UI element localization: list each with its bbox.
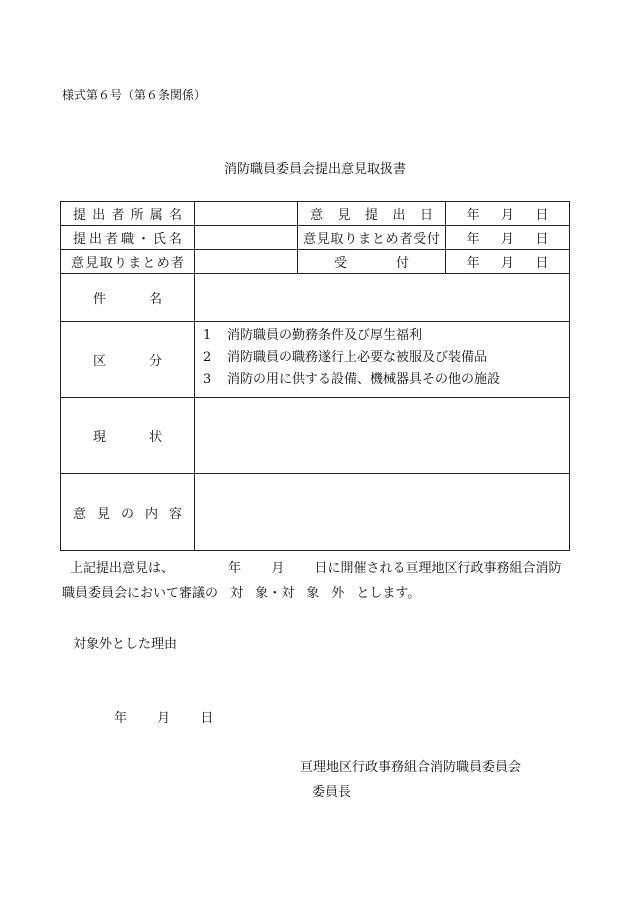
label-char: 意: [303, 232, 317, 247]
option-char: 対: [281, 586, 295, 601]
compiler-value[interactable]: [195, 250, 298, 274]
label-justified: [298, 228, 445, 247]
label-justified: [61, 204, 194, 223]
current-status-value[interactable]: [195, 398, 570, 474]
label-char: 区: [93, 354, 107, 369]
subject-row: [61, 274, 570, 322]
label-char: 提: [364, 208, 378, 223]
issue-date: [114, 707, 213, 726]
label-char: 意: [71, 256, 85, 271]
label-char: 属: [149, 208, 163, 223]
submitter-affiliation-value[interactable]: [195, 202, 298, 226]
label-char: 受: [334, 256, 348, 271]
compiler-received-label: [298, 226, 446, 250]
label-char: 出: [392, 208, 406, 223]
compiler-received-date-value[interactable]: [446, 226, 570, 250]
date-year: 年: [466, 232, 480, 247]
organization-name: 亘理地区行政事務組合消防職員委員会: [300, 760, 522, 775]
label-char: 所: [130, 208, 144, 223]
label-char: め: [156, 256, 170, 271]
note-line2-prefix: 職員委員会において審議の: [62, 586, 219, 601]
date-day: 日: [535, 256, 549, 271]
label-char: 意: [310, 208, 324, 223]
date-day: 日: [535, 232, 549, 247]
note-line2-suffix: とします。: [356, 586, 421, 601]
label-char: と: [371, 232, 385, 247]
document-title: 消防職員委員会提出意見取扱書: [223, 162, 406, 177]
label-char: 者: [170, 256, 184, 271]
opinion-content-label: [61, 474, 195, 551]
compiler-label: [61, 250, 195, 274]
label-char: 日: [419, 208, 433, 223]
label-justified: [61, 288, 194, 307]
label-char: 氏: [152, 232, 166, 247]
date-year: 年: [466, 256, 480, 271]
category-item[interactable]: [203, 325, 569, 347]
option-not-target[interactable]: [281, 582, 344, 601]
label-char: 者: [399, 232, 413, 247]
label-justified: [61, 503, 194, 522]
label-justified: [61, 350, 194, 369]
label-char: 名: [168, 208, 182, 223]
category-label: [61, 322, 195, 398]
date-month: 月: [157, 711, 171, 726]
label-char: 意: [73, 506, 87, 522]
label-char: 出: [92, 208, 106, 223]
category-item[interactable]: [203, 369, 569, 391]
reception-date-value[interactable]: [446, 250, 570, 274]
category-text: 消防の用に供する設備、機械器具その他の施設: [227, 372, 501, 387]
label-justified: [61, 252, 194, 271]
label-char: 見: [316, 232, 330, 247]
option-target[interactable]: [230, 582, 268, 601]
label-justified: [298, 252, 445, 271]
label-char: 名: [168, 232, 182, 247]
date-cell: [446, 228, 569, 247]
form-table: [60, 201, 570, 551]
label-char: 状: [148, 430, 162, 445]
category-options: [195, 322, 570, 398]
label-char: 提: [73, 208, 87, 223]
date-year: 年: [466, 208, 480, 223]
subject-label: [61, 274, 195, 322]
option-char: 外: [331, 586, 345, 601]
submission-date-value[interactable]: [446, 202, 570, 226]
opinion-content-row: [61, 474, 570, 551]
label-char: 内: [144, 506, 158, 522]
note-line-2: [62, 582, 420, 601]
label-char: 者: [104, 232, 118, 247]
label-char: 職: [120, 232, 134, 247]
category-number: 1: [203, 328, 212, 343]
label-char: 分: [148, 354, 162, 369]
label-char: 者: [111, 208, 125, 223]
label-char: 件: [93, 292, 107, 307]
label-char: 見: [85, 256, 99, 271]
note-year: 年: [228, 561, 242, 576]
label-char: め: [385, 232, 399, 247]
category-text: 消防職員の勤務条件及び厚生福利: [227, 328, 423, 343]
label-justified: [298, 204, 445, 223]
current-status-label: [61, 398, 195, 474]
label-char: の: [120, 506, 134, 522]
label-char: ま: [128, 256, 142, 271]
note-line-1: [70, 557, 561, 576]
option-char: 象: [306, 586, 320, 601]
option-char: 対: [230, 586, 244, 601]
label-char: 名: [148, 292, 162, 307]
note-suffix: 日に開催される亘理地区行政事務組合消防: [314, 561, 562, 576]
note-month: 月: [271, 561, 285, 576]
date-day: 日: [535, 208, 549, 223]
label-char: と: [142, 256, 156, 271]
label-char: り: [113, 256, 127, 271]
date-month: 月: [500, 232, 514, 247]
label-char: 付: [426, 232, 440, 247]
compiler-row: [61, 250, 570, 274]
label-char: 見: [337, 208, 351, 223]
label-char: 提: [73, 232, 87, 247]
submitter-name-label: [61, 226, 195, 250]
date-year: 年: [114, 711, 128, 726]
submitter-name-row: [61, 226, 570, 250]
submission-date-label: [298, 202, 446, 226]
label-char: 見: [96, 506, 110, 522]
category-number: 2: [203, 350, 212, 365]
opinion-content-value[interactable]: [195, 474, 570, 551]
label-char: 出: [88, 232, 102, 247]
reception-label: [298, 250, 446, 274]
date-cell: [446, 252, 569, 271]
date-month: 月: [500, 256, 514, 271]
rejection-reason-label: 対象外とした理由: [73, 637, 178, 652]
label-char: ・: [136, 232, 150, 247]
current-status-row: [61, 398, 570, 474]
subject-value[interactable]: [195, 274, 570, 322]
category-number: 3: [203, 372, 212, 387]
label-char: 付: [395, 256, 409, 271]
label-char: 容: [168, 506, 182, 522]
chair-title: 委員長: [312, 785, 352, 800]
submitter-name-value[interactable]: [195, 226, 298, 250]
submitter-affiliation-label: [61, 202, 195, 226]
category-text: 消防職員の職務遂行上必要な被服及び装備品: [227, 350, 488, 365]
category-list: [195, 322, 569, 391]
date-month: 月: [500, 208, 514, 223]
note-prefix: 上記提出意見は、: [70, 561, 175, 576]
option-separator: ・: [268, 586, 282, 601]
category-item[interactable]: [203, 347, 569, 369]
label-char: 取: [330, 232, 344, 247]
label-justified: [61, 426, 194, 445]
category-row: [61, 322, 570, 398]
date-cell: [446, 204, 569, 223]
date-day: 日: [200, 711, 214, 726]
label-char: ま: [358, 232, 372, 247]
label-char: 現: [93, 430, 107, 445]
label-char: り: [344, 232, 358, 247]
label-justified: [61, 228, 194, 247]
form-number: 様式第６号（第６条関係）: [62, 88, 207, 102]
label-char: 取: [99, 256, 113, 271]
option-char: 象: [255, 586, 269, 601]
submitter-affiliation-row: [61, 202, 570, 226]
label-char: 受: [413, 232, 427, 247]
